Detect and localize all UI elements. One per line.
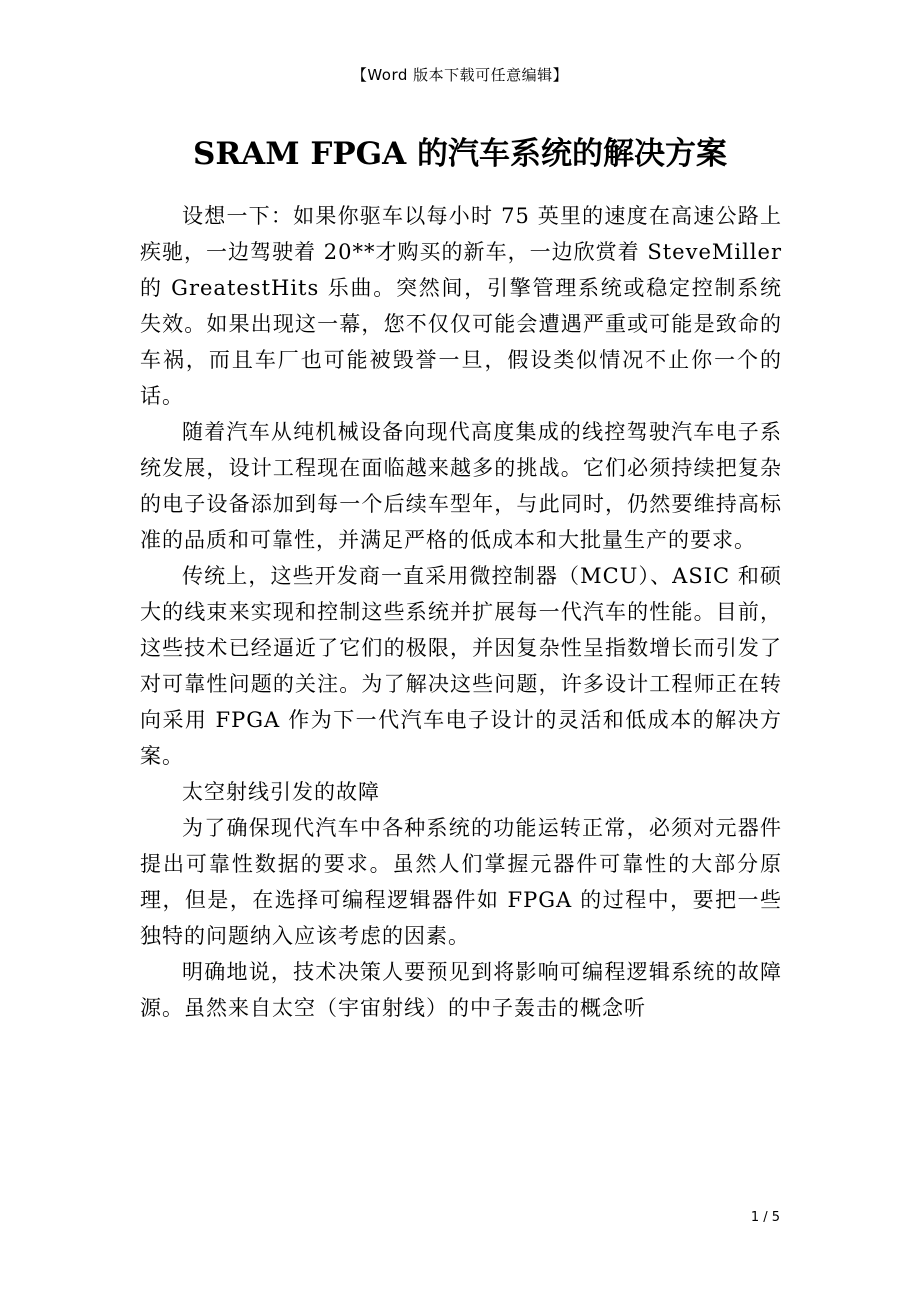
paragraph-traditional-approach: 传统上，这些开发商一直采用微控制器（MCU）、ASIC 和硕大的线束来实现和控制这些系统并扩展每一代汽车的性能。目前，这些技术已经逼近了它们的极限，并因复杂性呈指数增长而引发了对可靠性问题的关注。为了解决这些问题，许多设计工程师正在转向采用 FPGA 作为下一代汽车电子设计的灵活和低成本的解决方案。 (140, 564, 782, 768)
paragraph-intro: 设想一下：如果你驱车以每小时 75 英里的速度在高速公路上疾驰，一边驾驶着 20**才购买的新车，一边欣赏着 SteveMiller 的 GreatestHits 乐曲。突然间，引擎管理系统或稳定控制系统失效。如果出现这一幕，您不仅仅可能会遭遇严重或可能是致命的车祸，而且车厂也可能被毁誉一旦，假设类似情况不止你一个的话。 (140, 204, 782, 408)
page-number: 1 / 5 (750, 1210, 780, 1225)
header-note: 【Word 版本下载可任意编辑】 (351, 66, 569, 84)
paragraph-fault-sources: 明确地说，技术决策人要预见到将影响可编程逻辑系统的故障源。虽然来自太空（宇宙射线）的中子轰击的概念听 (140, 960, 782, 1020)
document-title: SRAM FPGA 的汽车系统的解决方案 (193, 136, 727, 172)
paragraph-reliability-data: 为了确保现代汽车中各种系统的功能运转正常，必须对元器件提出可靠性数据的要求。虽然人们掌握元器件可靠性的大部分原理，但是，在选择可编程逻辑器件如 FPGA 的过程中，要把一些独特的问题纳入应该考虑的因素。 (140, 816, 782, 948)
paragraph-challenges: 随着汽车从纯机械设备向现代高度集成的线控驾驶汽车电子系统发展，设计工程现在面临越来越多的挑战。它们必须持续把复杂的电子设备添加到每一个后续车型年，与此同时，仍然要维持高标准的品质和可靠性，并满足严格的低成本和大批量生产的要求。 (140, 420, 782, 552)
section-heading-cosmic-ray-faults: 太空射线引发的故障 (182, 780, 380, 804)
document-body (140, 198, 782, 1026)
